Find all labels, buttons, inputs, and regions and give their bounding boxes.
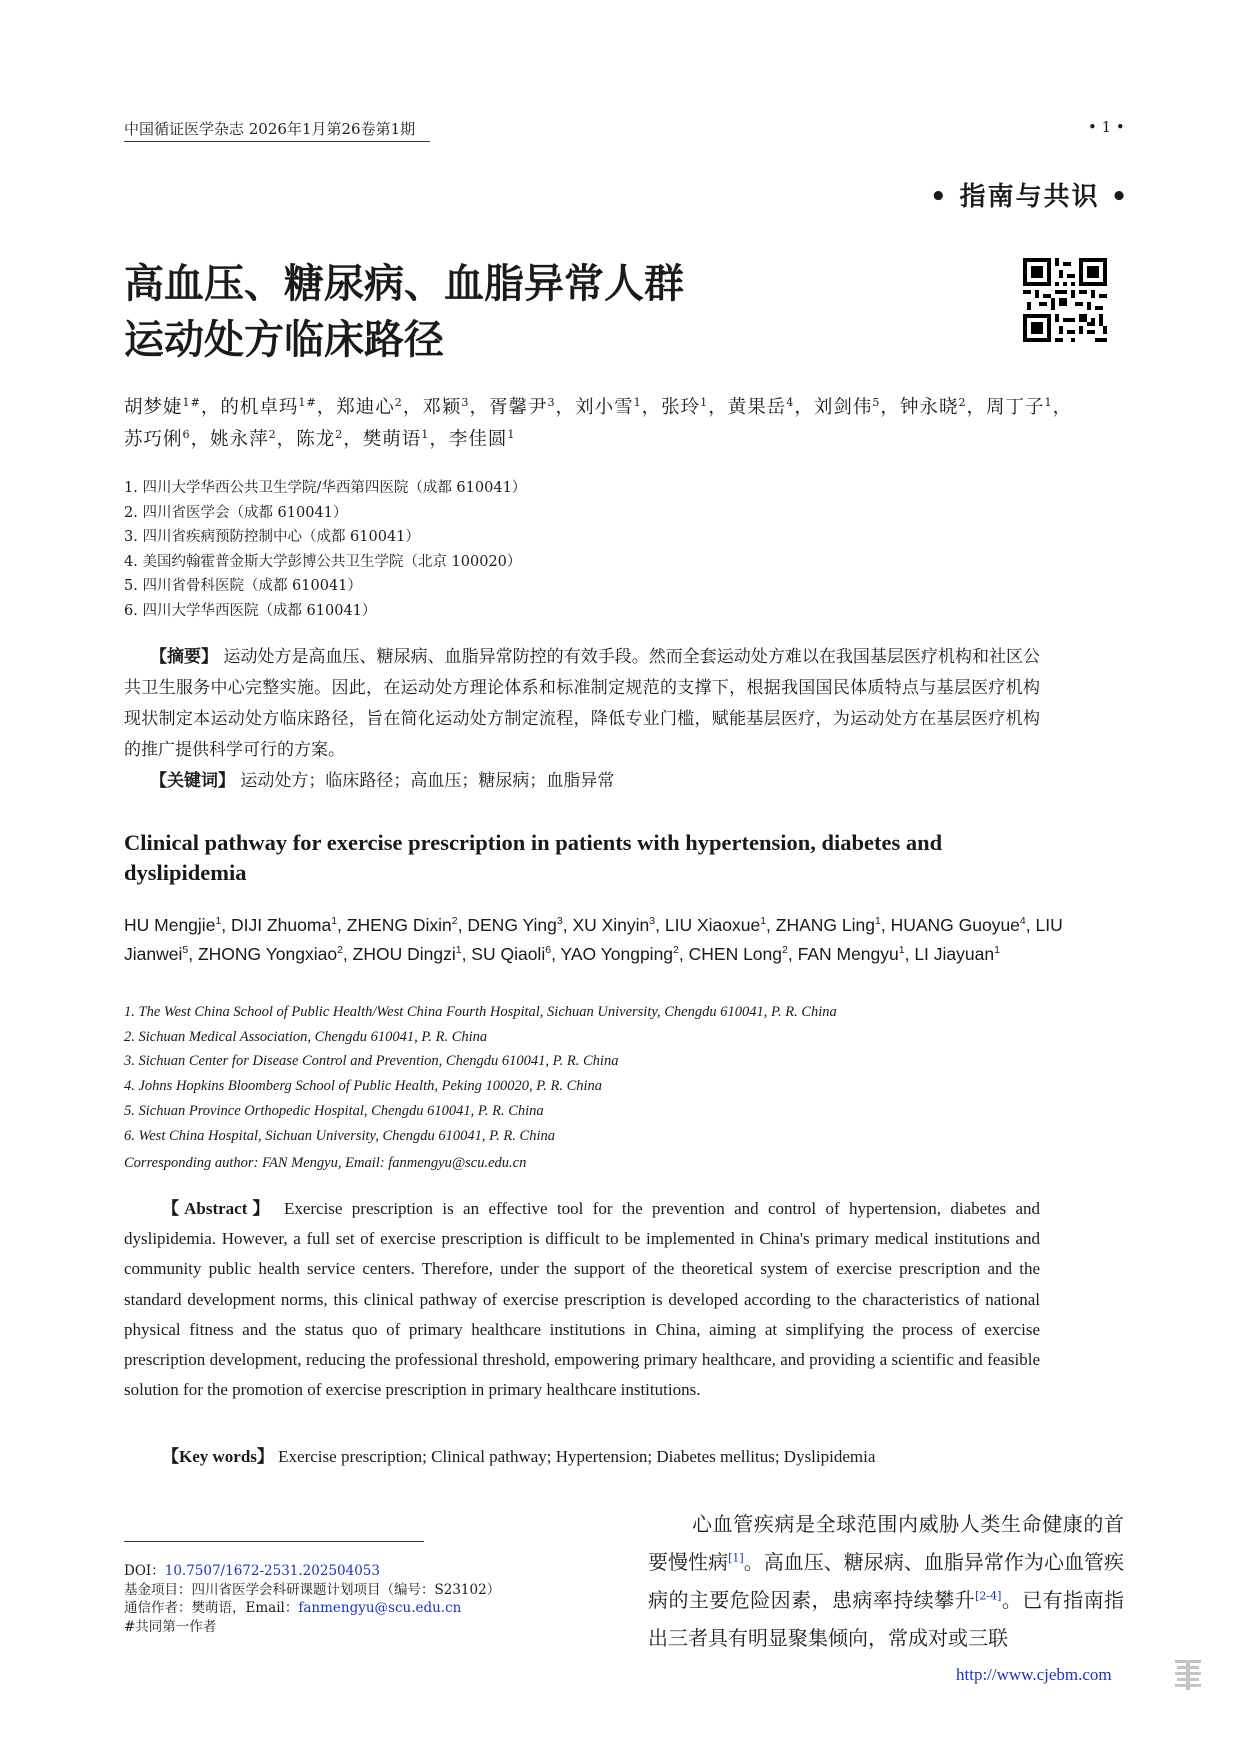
citation-1[interactable]: [1]: [728, 1551, 744, 1565]
author-en-name: YAO Yongping: [560, 943, 674, 964]
author-cn-name: 李佳圆: [448, 429, 508, 450]
abstract-cn-text: 运动处方是高血压、糖尿病、血脂异常防控的有效手段。然而全套运动处方难以在我国基层医疗机构和社区公共卫生服务中心完整实施。因此，在运动处方理论体系和标准制定规范的支撑下，根据我国国民体质特点与基层医疗机构现状制定本运动处方临床路径，旨在简化运动处方制定流程，降低专业门槛，赋能基层医疗，为运动处方在基层医疗机构的推广提供科学可行的方案。: [124, 647, 1041, 760]
corr-note-label: 通信作者：樊萌语，Email：: [124, 1600, 299, 1616]
author-cn-affil-sup: 3: [547, 395, 556, 409]
author-cn-affil-sup: 2: [335, 427, 344, 441]
affiliation-cn-1: 1. 四川大学华西公共卫生学院/华西第四医院（成都 610041）: [124, 480, 527, 496]
author-en-name: HU Mengjie: [124, 915, 216, 935]
author-cn-affil-sup: 5: [872, 395, 881, 409]
body-seg-3: 。已有指南指出三者具有明显聚集倾向，常成对或三联: [648, 1588, 1125, 1650]
affiliation-cn-6: 6. 四川大学华西医院（成都 610041）: [124, 602, 377, 619]
affiliation-cn-5: 5. 四川省骨科医院（成都 610041）: [124, 578, 362, 594]
affiliation-en-1: 1. The West China School of Public Health/West China Fourth Hospital, Sichuan University, Chengdu 610041, P. R. China: [124, 1004, 837, 1020]
author-cn-name: 张玲: [661, 397, 701, 418]
author-en-affil-sup: 1: [898, 943, 905, 956]
author-cn-affil-sup: 2: [394, 395, 403, 409]
author-en-affil-sup: 1: [215, 915, 222, 928]
affiliation-en-3: 3. Sichuan Center for Disease Control and Prevention, Chengdu 610041, P. R. China: [124, 1053, 619, 1070]
author-en-affil-sup: 1: [331, 915, 338, 928]
co-first-note: #共同第一作者: [124, 1618, 217, 1635]
qr-code-icon: [1023, 258, 1107, 342]
abstract-cn-label: 【摘要】: [150, 647, 219, 667]
author-cn-affil-sup: 2: [958, 395, 967, 409]
author-en-affil-sup: 1: [760, 915, 767, 928]
fund-note: 基金项目：四川省医学会科研课题计划项目（编号：S23102）: [124, 1581, 501, 1598]
keywords-cn: [150, 766, 614, 791]
author-en-name: LIU Xiaoxue: [664, 915, 761, 935]
author-cn-name: 邓颖: [422, 397, 462, 418]
affiliations-cn: [124, 476, 526, 623]
author-cn-name: 胡梦婕: [124, 397, 183, 418]
author-cn-affil-sup: 1#: [182, 395, 201, 409]
author-en-name: ZHONG Yongxiao: [197, 943, 338, 964]
journal-logo-icon: [1173, 1658, 1203, 1692]
author-cn-name: 周丁子: [986, 397, 1045, 418]
authors-cn: 胡梦婕$^{1\#}$，的机卓玛$^{1\#}$，郑迪心$^2$，邓颖$^3$，胥馨尹$^3$，刘小雪$^1$，张玲$^1$，黄果岳$^4$，刘剑伟$^5$，钟永晓$^2$，周丁子$^1$，苏巧俐$^6$，姚永萍$^2$，陈龙$^2$，樊萌语$^1$，李佳圆$^1$: [124, 395, 1073, 450]
keywords-en-label: 【Key words】: [162, 1447, 274, 1466]
author-cn-name: 胥馨尹: [488, 397, 548, 418]
title-cn: [124, 256, 684, 368]
author-cn-affil-sup: 1: [421, 427, 430, 441]
body-seg-1: 心血管疾病是全球范围内威胁人类生命健康的首要慢性病: [648, 1512, 1124, 1574]
keywords-cn-text: 运动处方；临床路径；高血压；糖尿病；血脂异常: [240, 771, 615, 791]
doi-label: DOI：: [124, 1563, 165, 1579]
author-en-name: HUANG Guoyue: [890, 915, 1020, 935]
author-en-affil-sup: 2: [337, 943, 343, 956]
author-cn-name: 的机卓玛: [220, 397, 299, 418]
author-cn-affil-sup: 6: [182, 427, 191, 441]
author-cn-name: 姚永萍: [210, 429, 269, 450]
affiliation-en-5: 5. Sichuan Province Orthopedic Hospital, Chengdu 610041, P. R. China: [124, 1102, 544, 1119]
header-rule: [124, 141, 430, 142]
footer-url-link[interactable]: http://www.cjebm.com: [956, 1665, 1112, 1684]
author-cn-name: 刘小雪: [575, 397, 634, 418]
abstract-cn: [124, 642, 1040, 766]
abstract-en: [124, 1194, 1040, 1405]
abstract-en-label: 【Abstract】: [162, 1199, 275, 1218]
author-en-affil-sup: 1: [994, 943, 1000, 956]
author-en-affil-sup: 6: [545, 943, 552, 956]
author-en-name: DENG Ying: [467, 915, 557, 935]
title-cn-line1: 高血压、糖尿病、血脂异常人群: [124, 261, 684, 307]
author-en-name: CHEN Long: [688, 943, 783, 964]
journal-header: 中国循证医学杂志 2026年1月第26卷第1期: [124, 120, 416, 138]
keywords-en-text: Exercise prescription; Clinical pathway; Hypertension; Diabetes mellitus; Dyslipidemia: [278, 1447, 876, 1466]
author-cn-name: 樊萌语: [362, 429, 422, 450]
author-cn-name: 钟永晓: [899, 397, 959, 418]
author-cn-affil-sup: 1: [633, 395, 642, 409]
affiliations-en: [124, 1000, 837, 1148]
author-en-name: ZHOU Dingzi: [352, 943, 456, 964]
doi-link[interactable]: 10.7507/1672-2531.202504053: [164, 1563, 380, 1579]
affiliation-cn-3: 3. 四川省疾病预防控制中心（成都 610041）: [124, 529, 420, 545]
author-en-name: DIJI Zhuoma: [231, 915, 332, 935]
author-en-name: FAN Mengyu: [797, 943, 899, 964]
author-en-name: LI Jiayuan: [914, 943, 995, 964]
corr-email-link[interactable]: fanmengyu@scu.edu.cn: [298, 1600, 462, 1616]
author-en-affil-sup: 1: [455, 943, 462, 956]
keywords-cn-label: 【关键词】: [150, 771, 235, 791]
author-en-affil-sup: 5: [182, 943, 189, 956]
footnote-rule: [124, 1541, 424, 1542]
author-cn-affil-sup: 2: [268, 427, 277, 441]
author-en-affil-sup: 2: [451, 915, 458, 928]
author-en-affil-sup: 1: [874, 915, 881, 928]
affiliation-en-2: 2. Sichuan Medical Association, Chengdu 610041, P. R. China: [124, 1028, 488, 1045]
affiliation-cn-2: 2. 四川省医学会（成都 610041）: [124, 504, 348, 521]
corresponding-author: Corresponding author: FAN Mengyu, Email: fanmengyu@scu.edu.cn: [124, 1155, 527, 1171]
abstract-en-text: Exercise prescription is an effective tool for the prevention and control of hypertension, diabetes and dyslipidemia. However, a full set of exercise prescription is difficult to be implemented in China's primary medical institutions and community public health service centers. Therefore, under the support of the theoretical system of exercise prescription and the standard development norms, this clinical pathway of exercise prescription is developed according to the characteristics of national physical fitness and the status quo of primary healthcare institutions in China, aiming at simplifying the process of exercise prescription development, reducing the professional threshold, empowering primary healthcare, and providing a scientific and feasible solution for the promotion of exercise prescription in primary healthcare institutions.: [124, 1199, 1041, 1400]
author-en-name: ZHANG Ling: [775, 915, 875, 935]
author-cn-affil-sup: 1: [507, 427, 516, 441]
title-en: Clinical pathway for exercise prescription in patients with hypertension, diabetes and dyslipidemia: [124, 830, 943, 885]
author-en-name: LIU Jianwei: [124, 915, 1063, 964]
section-label: • 指南与共识 •: [930, 182, 1130, 212]
keywords-en: [162, 1442, 875, 1467]
author-en-affil-sup: 2: [673, 943, 679, 956]
author-en-name: ZHENG Dixin: [346, 915, 452, 935]
author-en-affil-sup: 2: [782, 943, 788, 956]
author-cn-affil-sup: 1: [700, 395, 709, 409]
author-cn-name: 刘剑伟: [813, 397, 873, 418]
author-en-affil-sup: 3: [556, 915, 563, 928]
citation-2[interactable]: [2-4]: [975, 1589, 1002, 1603]
author-en-affil-sup: 4: [1019, 915, 1026, 928]
footnote: [124, 1562, 500, 1636]
author-cn-name: 黄果岳: [727, 397, 787, 418]
author-cn-affil-sup: 1#: [298, 395, 317, 409]
author-en-name: SU Qiaoli: [471, 943, 546, 964]
affiliation-en-6: 6. West China Hospital, Sichuan University, Chengdu 610041, P. R. China: [124, 1127, 555, 1144]
author-cn-name: 陈龙: [296, 429, 336, 450]
author-cn-affil-sup: 1: [1044, 395, 1053, 409]
authors-en: HU Mengjie$^1$, DIJI Zhuoma$^1$, ZHENG Dixin$^2$, DENG Ying$^3$, XU Xinyin$^3$, LIU Xiaoxue$^1$, ZHANG Ling$^1$, HUANG Guoyue$^4$, LIU Jianwei$^5$, ZHONG Yongxiao$^2$, ZHOU Dingzi$^1$, SU Qiaoli$^6$, YAO Yongping$^2$, CHEN Long$^2$, FAN Mengyu$^1$, LI Jiayuan$^1$: [124, 915, 1063, 964]
body-text-cn: [648, 1505, 1124, 1657]
affiliation-cn-4: 4. 美国约翰霍普金斯大学彭博公共卫生学院（北京 100020）: [124, 553, 522, 570]
body-seg-2: 。高血压、糖尿病、血脂异常作为心血管疾病的主要危险因素，患病率持续攀升: [648, 1550, 1125, 1612]
title-cn-line2: 运动处方临床路径: [124, 317, 444, 363]
author-cn-affil-sup: 4: [786, 395, 795, 409]
author-en-name: XU Xinyin: [572, 915, 650, 935]
page-number: • 1 •: [1088, 118, 1125, 136]
author-en-affil-sup: 3: [649, 915, 656, 928]
author-cn-name: 苏巧俐: [124, 429, 183, 450]
author-cn-name: 郑迪心: [336, 397, 395, 418]
author-cn-affil-sup: 3: [461, 395, 470, 409]
affiliation-en-4: 4. Johns Hopkins Bloomberg School of Public Health, Peking 100020, P. R. China: [124, 1078, 603, 1095]
